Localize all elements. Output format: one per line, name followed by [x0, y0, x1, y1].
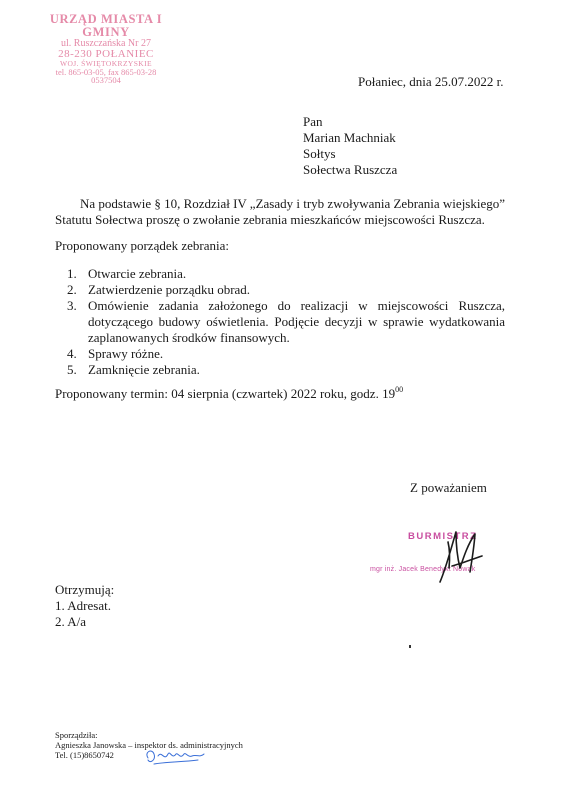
- agenda-list: [55, 266, 505, 378]
- prepared-name: Agnieszka Janowska – inspektor ds. administracyjnych: [55, 740, 243, 750]
- stamp-line: WOJ. ŚWIĘTOKRZYSKIE: [59, 58, 153, 68]
- stamp-line: ul. Ruszczańska Nr 27: [61, 37, 151, 49]
- agenda-item: [55, 298, 505, 346]
- agenda-item: [55, 346, 505, 362]
- body-paragraph: [55, 196, 505, 228]
- signature-title: BURMISTRZ: [408, 531, 478, 542]
- recipient-address: [303, 114, 397, 178]
- signature-name: mgr inż. Jacek Benedykt Nowak: [370, 566, 476, 573]
- agenda-item: [55, 282, 505, 298]
- recipients-heading: Otrzymują:: [55, 582, 115, 597]
- recipient-line: Marian Machniak: [303, 130, 396, 145]
- ink-dot: [409, 645, 411, 648]
- prepared-phone: Tel. (15)8650742: [55, 750, 114, 760]
- closing-phrase: Z poważaniem: [410, 480, 487, 495]
- prepared-label: Sporządziła:: [55, 730, 98, 740]
- stamp-line: tel. 865-03-05, fax 865-03-28: [55, 66, 157, 77]
- agenda-text: Otwarcie zebrania.: [88, 266, 187, 281]
- initials-signature-icon: [140, 744, 210, 768]
- date-line: Połaniec, dnia 25.07.2022 r.: [358, 74, 504, 89]
- agenda-text: Zamknięcie zebrania.: [88, 362, 200, 377]
- agenda-text: Sprawy różne.: [88, 346, 164, 361]
- agenda-number: 2.: [67, 282, 77, 297]
- agenda-number: 4.: [67, 346, 77, 361]
- agenda-number: 1.: [67, 266, 77, 281]
- agenda-text: Omówienie zadania założonego do realizacji w miejscowości Ruszcza, dotyczącego budowy oświetlenia. Podjęcie decyzji w sprawie wydatkowania zaplanowanych środków finansowych.: [88, 298, 505, 345]
- recipients-block: [55, 582, 114, 630]
- term-minutes: 00: [395, 385, 404, 394]
- agenda-heading: Proponowany porządek zebrania:: [55, 238, 229, 253]
- agenda-number: 3.: [67, 298, 77, 313]
- agenda-text: Zatwierdzenie porządku obrad.: [88, 282, 251, 297]
- recipient-line: Sołtys: [303, 146, 336, 161]
- paragraph-line: Statutu Sołectwa proszę o zwołanie zebrania mieszkańców miejscowości Ruszcza.: [55, 212, 485, 227]
- recipients-item: 2. A/a: [55, 614, 87, 629]
- agenda-number: 5.: [67, 362, 77, 377]
- recipient-line: Sołectwa Ruszcza: [303, 162, 398, 177]
- agenda-item: [55, 362, 505, 378]
- stamp-line: URZĄD MIASTA I GMINY: [49, 12, 163, 39]
- office-stamp: [26, 13, 186, 85]
- handwritten-signature-icon: [420, 520, 490, 590]
- agenda-item: [55, 266, 505, 282]
- recipients-item: 1. Adresat.: [55, 598, 111, 613]
- proposed-term: [55, 386, 403, 402]
- term-text: Proponowany termin: 04 sierpnia (czwartek) 2022 roku, godz. 19: [55, 386, 396, 401]
- stamp-line: 28-230 POŁANIEC: [58, 47, 154, 60]
- paragraph-line: Na podstawie § 10, Rozdział IV „Zasady i tryb zwoływania Zebrania wiejskiego”: [80, 196, 506, 211]
- stamp-line: 0537504: [91, 75, 121, 86]
- recipient-line: Pan: [303, 114, 323, 129]
